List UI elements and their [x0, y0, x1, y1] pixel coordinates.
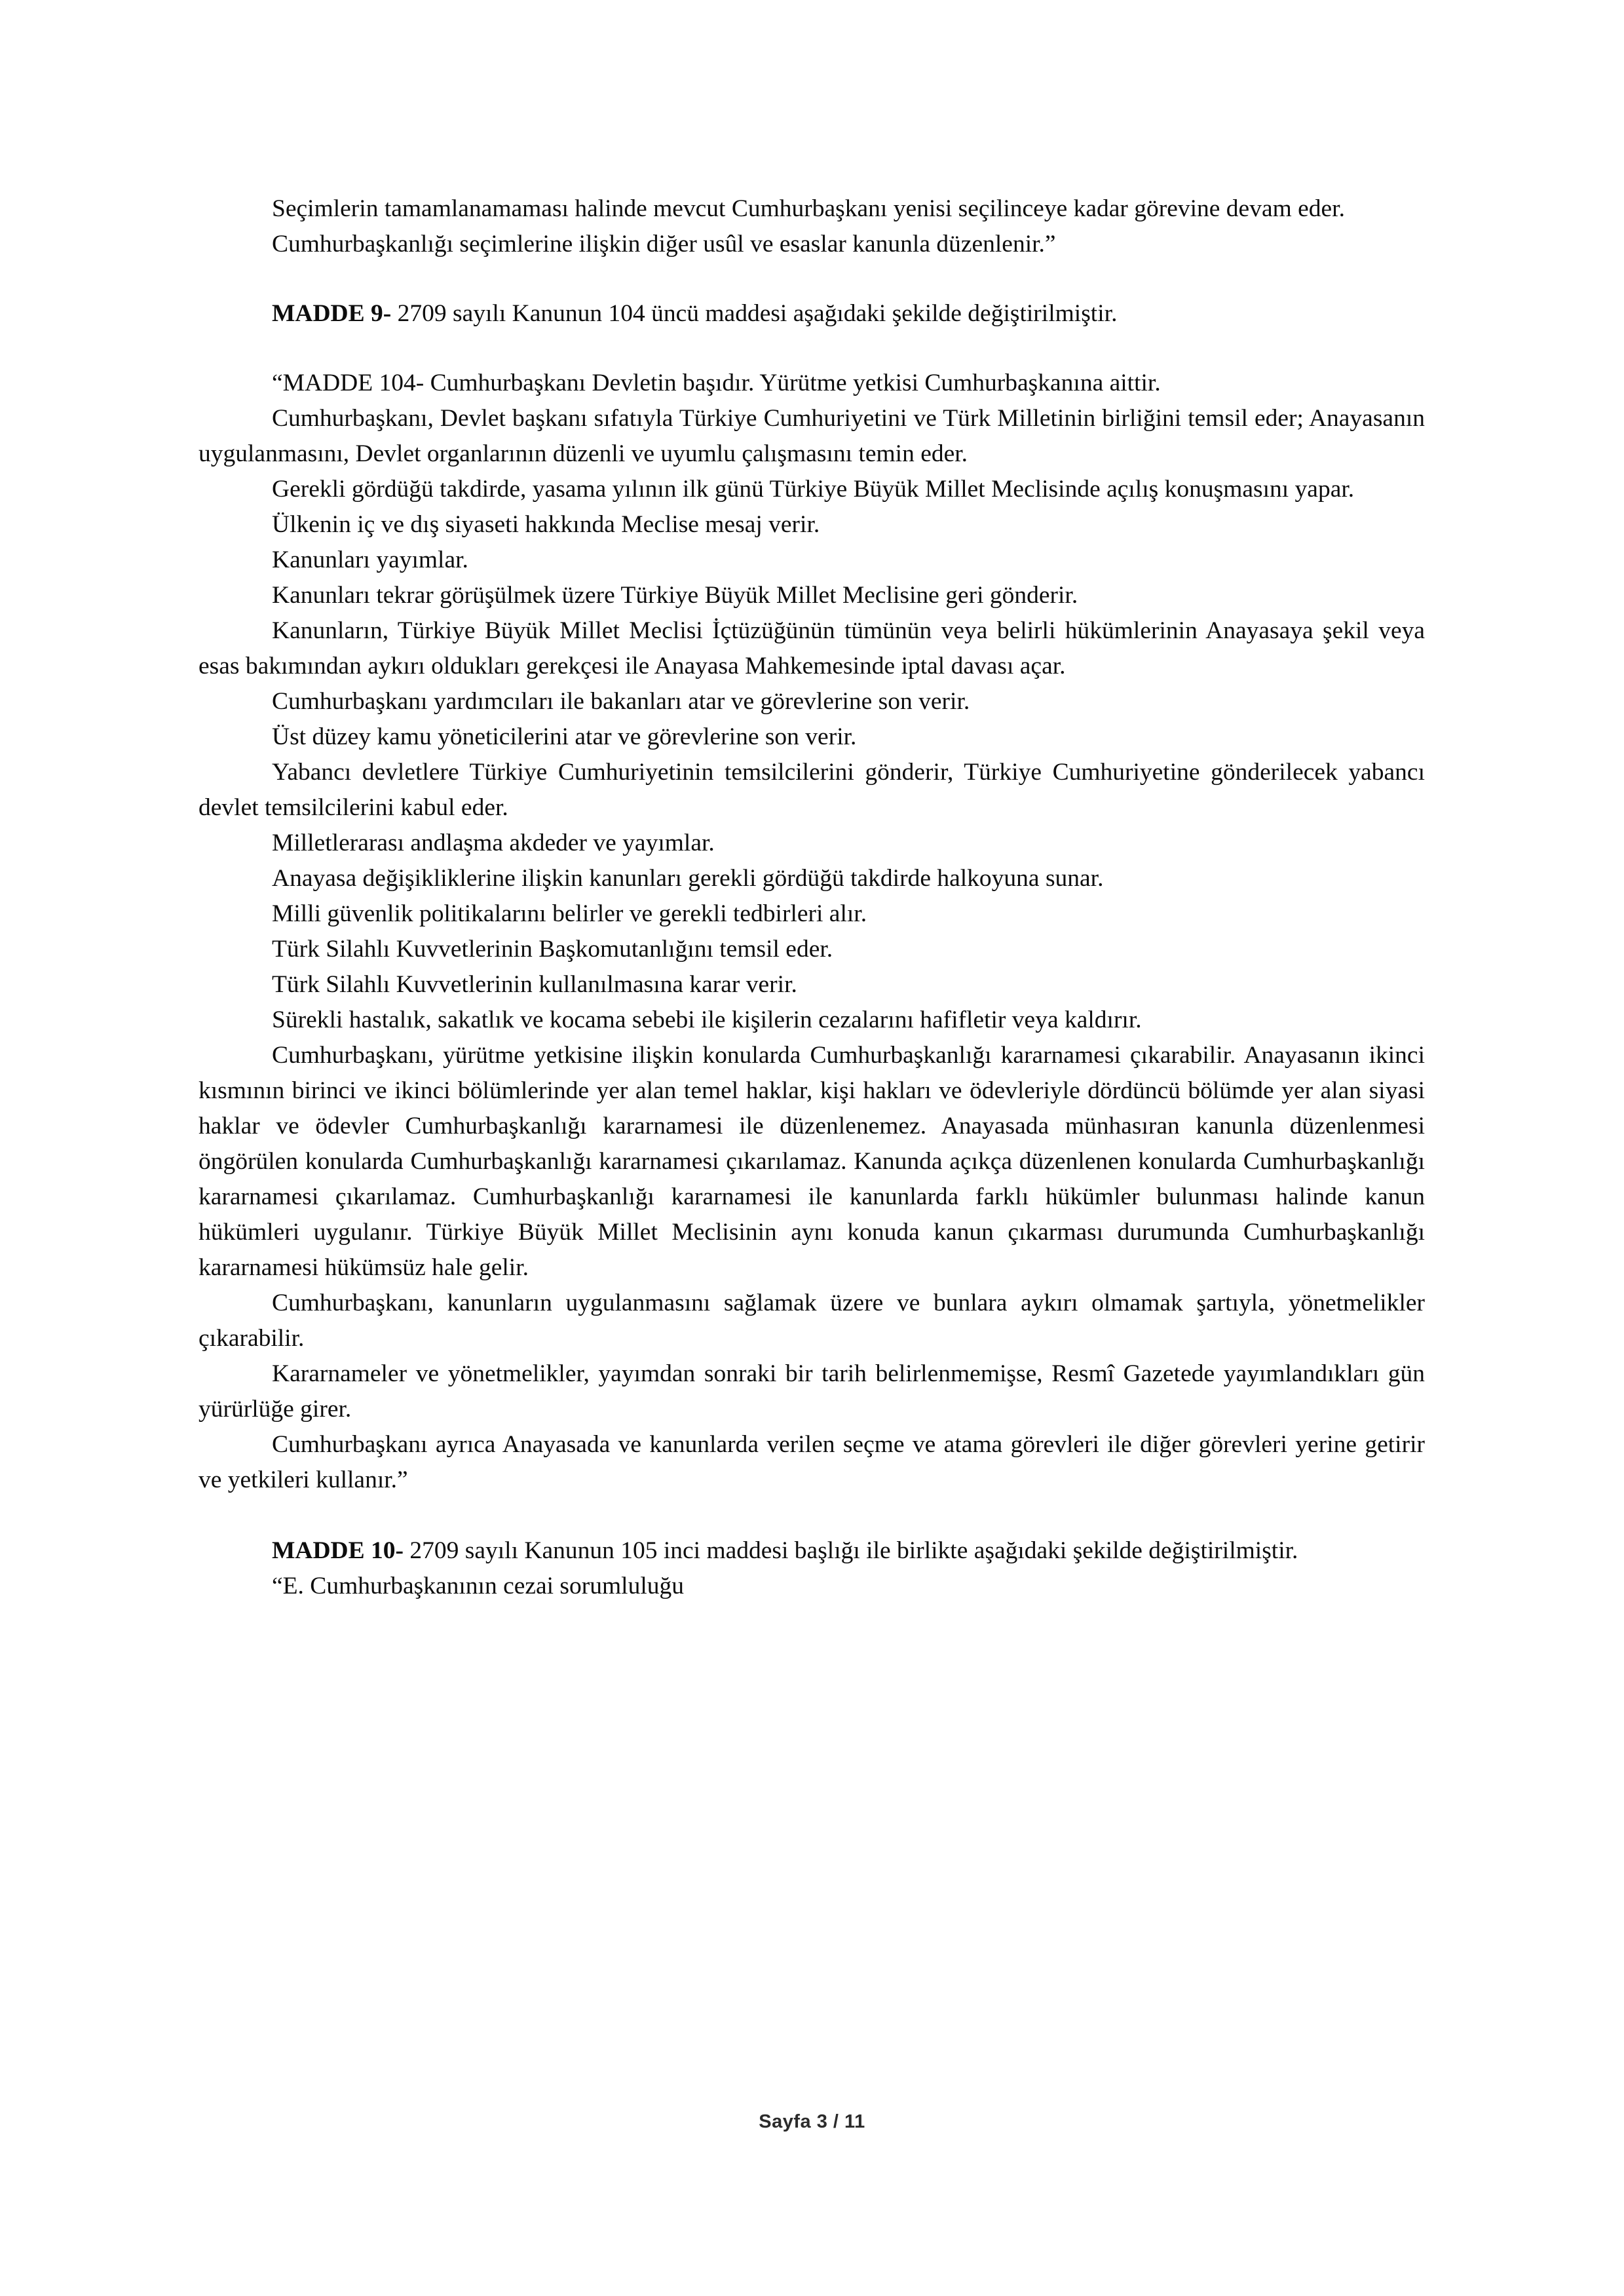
- paragraph-ust-duzey: Üst düzey kamu yöneticilerini atar ve görevlerine son verir.: [272, 723, 857, 750]
- paragraph-kanunlarin-ictuzuk: Kanunların, Türkiye Büyük Millet Meclisi İçtüzüğünün tümünün veya belirli hükümlerinin Anayasaya şekil veya esas bakımından aykırı oldukları gerekçesi ile Anayasa Mahkemesinde iptal davası açar.: [198, 617, 1425, 679]
- paragraph-kanunlari-tekrar: Kanunları tekrar görüşülmek üzere Türkiye Büyük Millet Meclisine geri gönderir.: [272, 582, 1078, 609]
- madde-9-label: MADDE 9-: [272, 300, 392, 327]
- paragraph-milletlerarasi: Milletlerarası andlaşma akdeder ve yayımlar.: [272, 830, 715, 856]
- madde-10-label: MADDE 10-: [272, 1537, 404, 1564]
- paragraph-secme-atama: Cumhurbaşkanı ayrıca Anayasada ve kanunlarda verilen seçme ve atama görevleri ile diğer görevleri yerine getirir ve yetkileri kullanır.”: [198, 1431, 1425, 1493]
- page-number-label: Sayfa 3 / 11: [759, 2111, 865, 2132]
- document-body: [198, 191, 1425, 1604]
- madde-10-text: 2709 sayılı Kanunun 105 inci maddesi başlığı ile birlikte aşağıdaki şekilde değiştirilmiştir.: [404, 1537, 1298, 1564]
- paragraph-tsk-kullanilmasi: Türk Silahlı Kuvvetlerinin kullanılmasına karar verir.: [272, 971, 797, 998]
- paragraph-milli-guvenlik: Milli güvenlik politikalarını belirler ve gerekli tedbirleri alır.: [272, 900, 867, 927]
- paragraph-kanunlari-yayimlar: Kanunları yayımlar.: [272, 546, 468, 573]
- paragraph-gerekli-gordugu: Gerekli gördüğü takdirde, yasama yılının ilk günü Türkiye Büyük Millet Meclisinde açılış konuşmasını yapar.: [272, 476, 1355, 503]
- paragraph-cumhurbaskanligi-secimlerine: Cumhurbaşkanlığı seçimlerine ilişkin diğer usûl ve esaslar kanunla düzenlenir.”: [272, 231, 1056, 258]
- paragraph-surekli-hastalik: Sürekli hastalık, sakatlık ve kocama sebebi ile kişilerin cezalarını hafifletir veya kaldırır.: [272, 1006, 1142, 1033]
- page-footer: [0, 2111, 1624, 2133]
- paragraph-devlet-baskani: Cumhurbaşkanı, Devlet başkanı sıfatıyla Türkiye Cumhuriyetini ve Türk Milletinin birliğini temsil eder; Anayasanın uygulanmasını, Devlet organlarının düzenli ve uyumlu çalışmasını temin eder.: [198, 405, 1425, 467]
- paragraph-yardimcilari: Cumhurbaşkanı yardımcıları ile bakanları atar ve görevlerine son verir.: [272, 688, 970, 715]
- heading-madde-9: [198, 296, 1425, 332]
- paragraph-madde-104: “MADDE 104- Cumhurbaşkanı Devletin başıdır. Yürütme yetkisi Cumhurbaşkanına aittir.: [272, 370, 1161, 396]
- paragraph-baslik-e: “E. Cumhurbaşkanının cezai sorumluluğu: [272, 1573, 685, 1599]
- heading-madde-10: [198, 1533, 1425, 1569]
- paragraph-kararname: Cumhurbaşkanı, yürütme yetkisine ilişkin konularda Cumhurbaşkanlığı kararnamesi çıkarabilir. Anayasanın ikinci kısmının birinci ve ikinci bölümlerinde yer alan temel haklar, kişi hakları ve ödevleriyle dördüncü bölümde yer alan siyasi haklar ve ödevler Cumhurbaşkanlığı kararnamesi ile düzenlenemez. Anayasada münhasıran kanunla düzenlenmesi öngörülen konularda Cumhurbaşkanlığı kararnamesi çıkarılamaz. Kanunda açıkça düzenlenen konularda Cumhurbaşkanlığı kararnamesi çıkarılamaz. Cumhurbaşkanlığı kararnamesi ile kanunlarda farklı hükümler bulunması halinde kanun hükümleri uygulanır. Türkiye Büyük Millet Meclisinin aynı konuda kanun çıkarması durumunda Cumhurbaşkanlığı kararnamesi hükümsüz hale gelir.: [198, 1042, 1425, 1281]
- paragraph-ulkenin-ic-dis: Ülkenin iç ve dış siyaseti hakkında Meclise mesaj verir.: [272, 511, 820, 538]
- paragraph-secimlerin: Seçimlerin tamamlanamaması halinde mevcut Cumhurbaşkanı yenisi seçilinceye kadar görevine devam eder.: [272, 195, 1345, 222]
- madde-9-text: 2709 sayılı Kanunun 104 üncü maddesi aşağıdaki şekilde değiştirilmiştir.: [391, 300, 1118, 327]
- paragraph-yonetmelikler: Cumhurbaşkanı, kanunların uygulanmasını sağlamak üzere ve bunlara aykırı olmamak şartıyla, yönetmelikler çıkarabilir.: [198, 1290, 1425, 1352]
- paragraph-anayasa-degisiklikleri: Anayasa değişikliklerine ilişkin kanunları gerekli gördüğü takdirde halkoyuna sunar.: [272, 865, 1104, 892]
- paragraph-baskomutanlik: Türk Silahlı Kuvvetlerinin Başkomutanlığını temsil eder.: [272, 936, 833, 963]
- paragraph-yabanci-devletlere: Yabancı devletlere Türkiye Cumhuriyetinin temsilcilerini gönderir, Türkiye Cumhuriyetine gönderilecek yabancı devlet temsilcilerini kabul eder.: [198, 759, 1425, 821]
- paragraph-resmi-gazete: Kararnameler ve yönetmelikler, yayımdan sonraki bir tarih belirlenmemişse, Resmî Gazetede yayımlandıkları gün yürürlüğe girer.: [198, 1360, 1425, 1423]
